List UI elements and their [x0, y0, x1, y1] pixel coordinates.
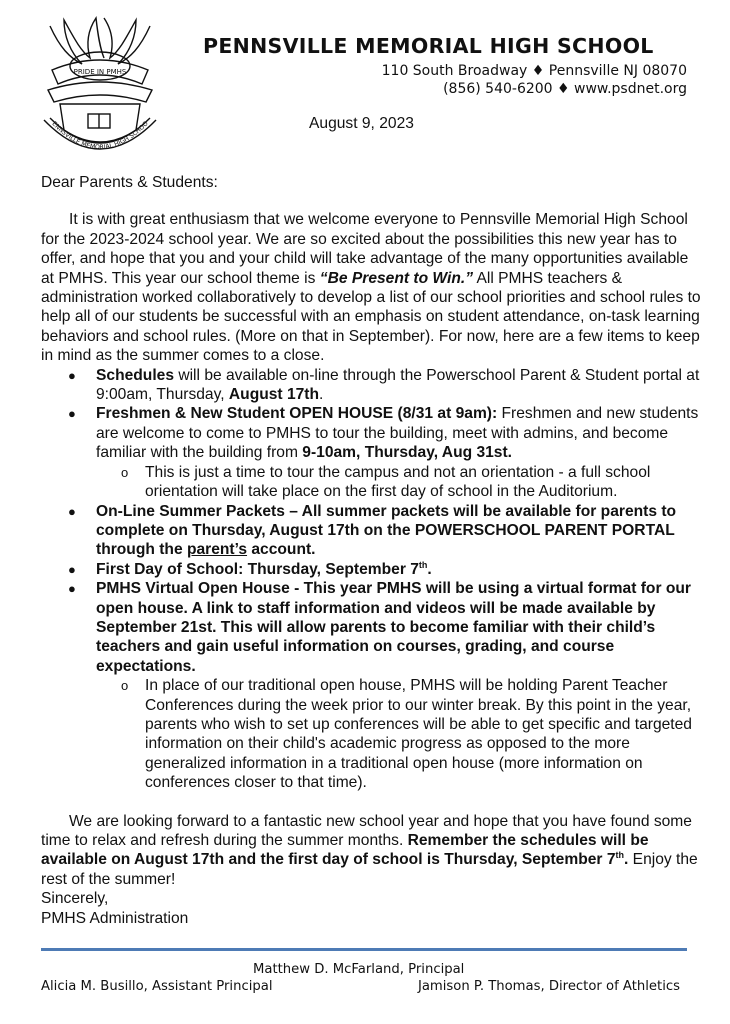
bullet-icon: ●: [68, 367, 76, 383]
bullet-icon: ●: [68, 406, 76, 422]
school-address: 110 South Broadway ♦ Pennsville NJ 08070: [381, 63, 687, 79]
announcement-list: [41, 366, 701, 793]
sub-item-orientation: o This is just a time to tour the campus and not an orientation - a full school orientation will take place on the first day of school in the Auditorium.: [121, 463, 651, 501]
greeting: Dear Parents & Students:: [41, 174, 218, 191]
letter-date: August 9, 2023: [309, 115, 414, 132]
school-theme: “Be Present to Win.”: [319, 269, 474, 287]
school-name-heading: PENNSVILLE MEMORIAL HIGH SCHOOL: [203, 34, 654, 58]
principal-name: Matthew D. McFarland, Principal: [253, 962, 465, 977]
assistant-principal-name: Alicia M. Busillo, Assistant Principal: [41, 979, 273, 994]
seal-ring-text: ENNSVILLE MEMORIAL HIGH SCHOO: [50, 120, 150, 152]
list-item-open-house: ● Freshmen & New Student OPEN HOUSE (8/31 at 9am): Freshmen and new students are welcome to come to PMHS to tour the building, meet with admins, and become familiar with the building from 9-10am, Thursday, Aug 31st. o This is just a time to tour the campus and not an orientation - a full school orientation will take place on the first day of school in the Auditorium.: [41, 404, 701, 501]
list-item-schedules: ● Schedules will be available on-line through the Powerschool Parent & Student portal at 9:00am, Thursday, August 17th.: [68, 366, 700, 404]
circle-bullet-icon: o: [121, 678, 129, 694]
circle-bullet-icon: o: [121, 464, 129, 480]
school-phone-website: (856) 540-6200 ♦ www.psdnet.org: [443, 81, 687, 97]
athletics-director-name: Jamison P. Thomas, Director of Athletics: [417, 979, 680, 994]
list-item-virtual-open-house: ● PMHS Virtual Open House - This year PMHS will be using a virtual format for our open house. A link to staff information and videos will be made available by September 21st. This will allow parents to become familiar with their child’s teachers and gain useful information on courses, grading, and course expectations. o In place of our traditional open house, PMHS will be holding Parent Teacher Conferences during the week prior to our winter break. By this point in the year, parents who wish to set up conferences will be able to get specific and targeted information on their child's academic progress as opposed to the more generalized information in a traditional open house (more information on conferences closer to that time).: [41, 579, 701, 792]
signer: PMHS Administration: [41, 909, 189, 927]
letter-body: [41, 173, 701, 928]
intro-paragraph: It is with great enthusiasm that we welcome everyone to Pennsville Memorial High School for the 2023-2024 school year. We are so excited about the possibilities this new year has to offer, and hope that you and your child will take advantage of the many opportunities available at PMHS. This year our school theme is “Be Present to Win.” All PMHS teachers & administration worked collaboratively to develop a list of our school priorities and school rules to help all of our students be successful with an emphasis on student attendance, on-task learning behaviors and school rules. (More on that in September). For now, here are a few items to keep in mind as the summer comes to a close.: [41, 211, 701, 365]
bullet-icon: ●: [68, 503, 76, 519]
school-seal-icon: [30, 8, 170, 158]
footer-divider: [41, 948, 687, 951]
signoff: Sincerely,: [41, 890, 109, 908]
sub-item-conferences: o In place of our traditional open house, PMHS will be holding Parent Teacher Conferences during the week prior to our winter break. By this point in the year, parents who wish to set up conferences will be able to get specific and targeted information on their child's academic progress as opposed to the more generalized information in a traditional open house (more information on conferences closer to that time).: [121, 677, 692, 792]
list-item-first-day: ● First Day of School: Thursday, September 7th.: [68, 559, 432, 578]
seal-motto-text: PRIDE IN PMHS: [73, 68, 127, 76]
open-house-sublist: [96, 463, 701, 502]
virtual-open-house-sublist: [96, 676, 701, 792]
closing-paragraph: We are looking forward to a fantastic new school year and hope that you have found some time to relax and refresh during the summer months. Remember the schedules will be available on August 17th and the first day of school is Thursday, September 7th. Enjoy the rest of the summer!: [41, 812, 698, 888]
list-item-summer-packets: ● On-Line Summer Packets – All summer packets will be available for parents to complete on Thursday, August 17th on the POWERSCHOOL PARENT PORTAL through the parent’s account.: [68, 502, 677, 559]
bullet-icon: ●: [68, 561, 76, 577]
bullet-icon: ●: [68, 581, 76, 597]
